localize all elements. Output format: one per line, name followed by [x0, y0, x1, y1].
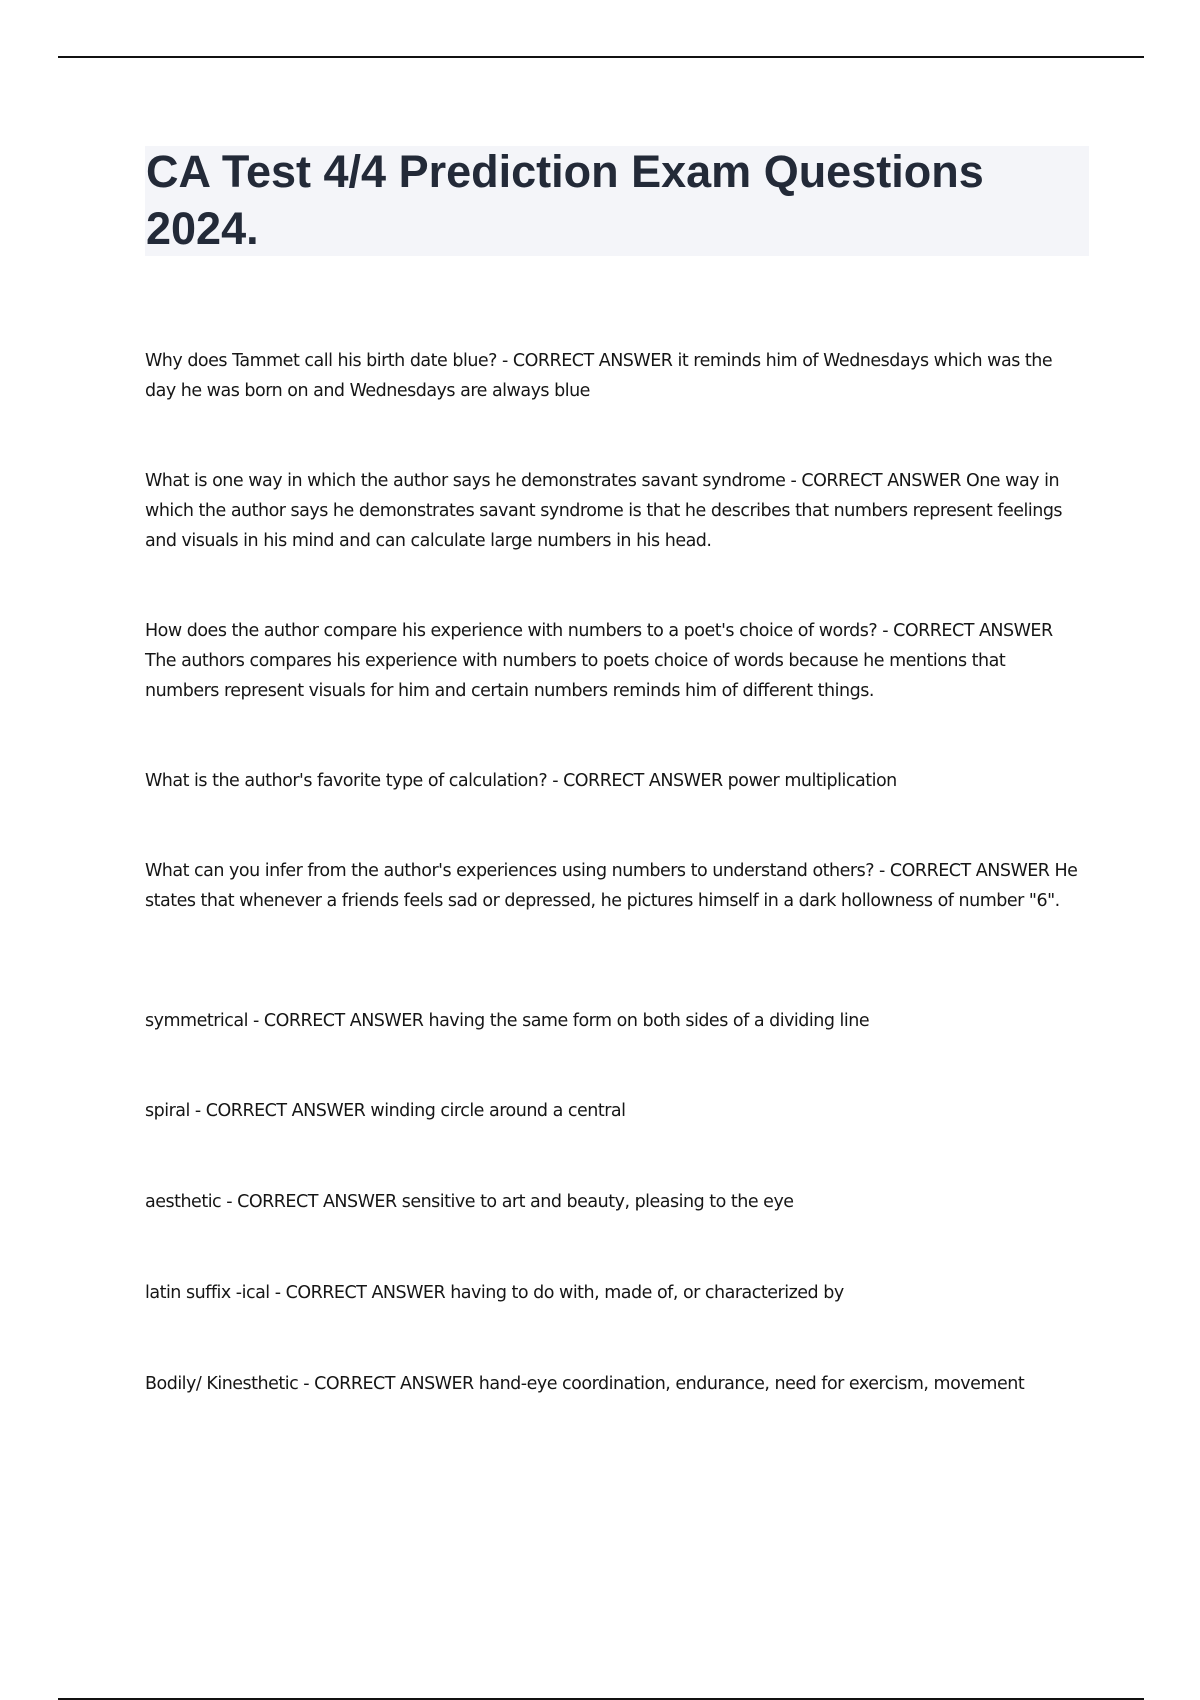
- qa-item: spiral - CORRECT ANSWER winding circle around a central: [145, 1101, 626, 1121]
- qa-item: aesthetic - CORRECT ANSWER sensitive to art and beauty, pleasing to the eye: [145, 1192, 794, 1212]
- qa-item: Why does Tammet call his birth date blue? - CORRECT ANSWER it reminds him of Wednesdays which was the day he was born on and Wednesdays are always blue: [145, 351, 1053, 401]
- qa-item: symmetrical - CORRECT ANSWER having the same form on both sides of a dividing line: [145, 1011, 870, 1031]
- qa-item: What is the author's favorite type of calculation? - CORRECT ANSWER power multiplication: [145, 771, 897, 791]
- page-title: CA Test 4/4 Prediction Exam Questions 2024.: [146, 146, 984, 254]
- qa-item: How does the author compare his experience with numbers to a poet's choice of words? - CORRECT ANSWER The authors compares his experience with numbers to poets choice of words because he mentions that numbers represent visuals for him and certain numbers reminds him of different things.: [145, 621, 1053, 701]
- top-rule: [58, 56, 1144, 58]
- qa-item: latin suffix -ical - CORRECT ANSWER having to do with, made of, or characterized by: [145, 1283, 844, 1303]
- qa-item: What is one way in which the author says he demonstrates savant syndrome - CORRECT ANSWER One way in which the author says he demonstrates savant syndrome is that he describes that numbers represent feelings and visuals in his mind and can calculate large numbers in his head.: [145, 471, 1063, 551]
- qa-item: Bodily/ Kinesthetic - CORRECT ANSWER hand-eye coordination, endurance, need for exercism, movement: [145, 1374, 1025, 1394]
- qa-item: What can you infer from the author's experiences using numbers to understand others? - CORRECT ANSWER He states that whenever a friends feels sad or depressed, he pictures himself in a dark hollowness of number "6".: [145, 861, 1078, 911]
